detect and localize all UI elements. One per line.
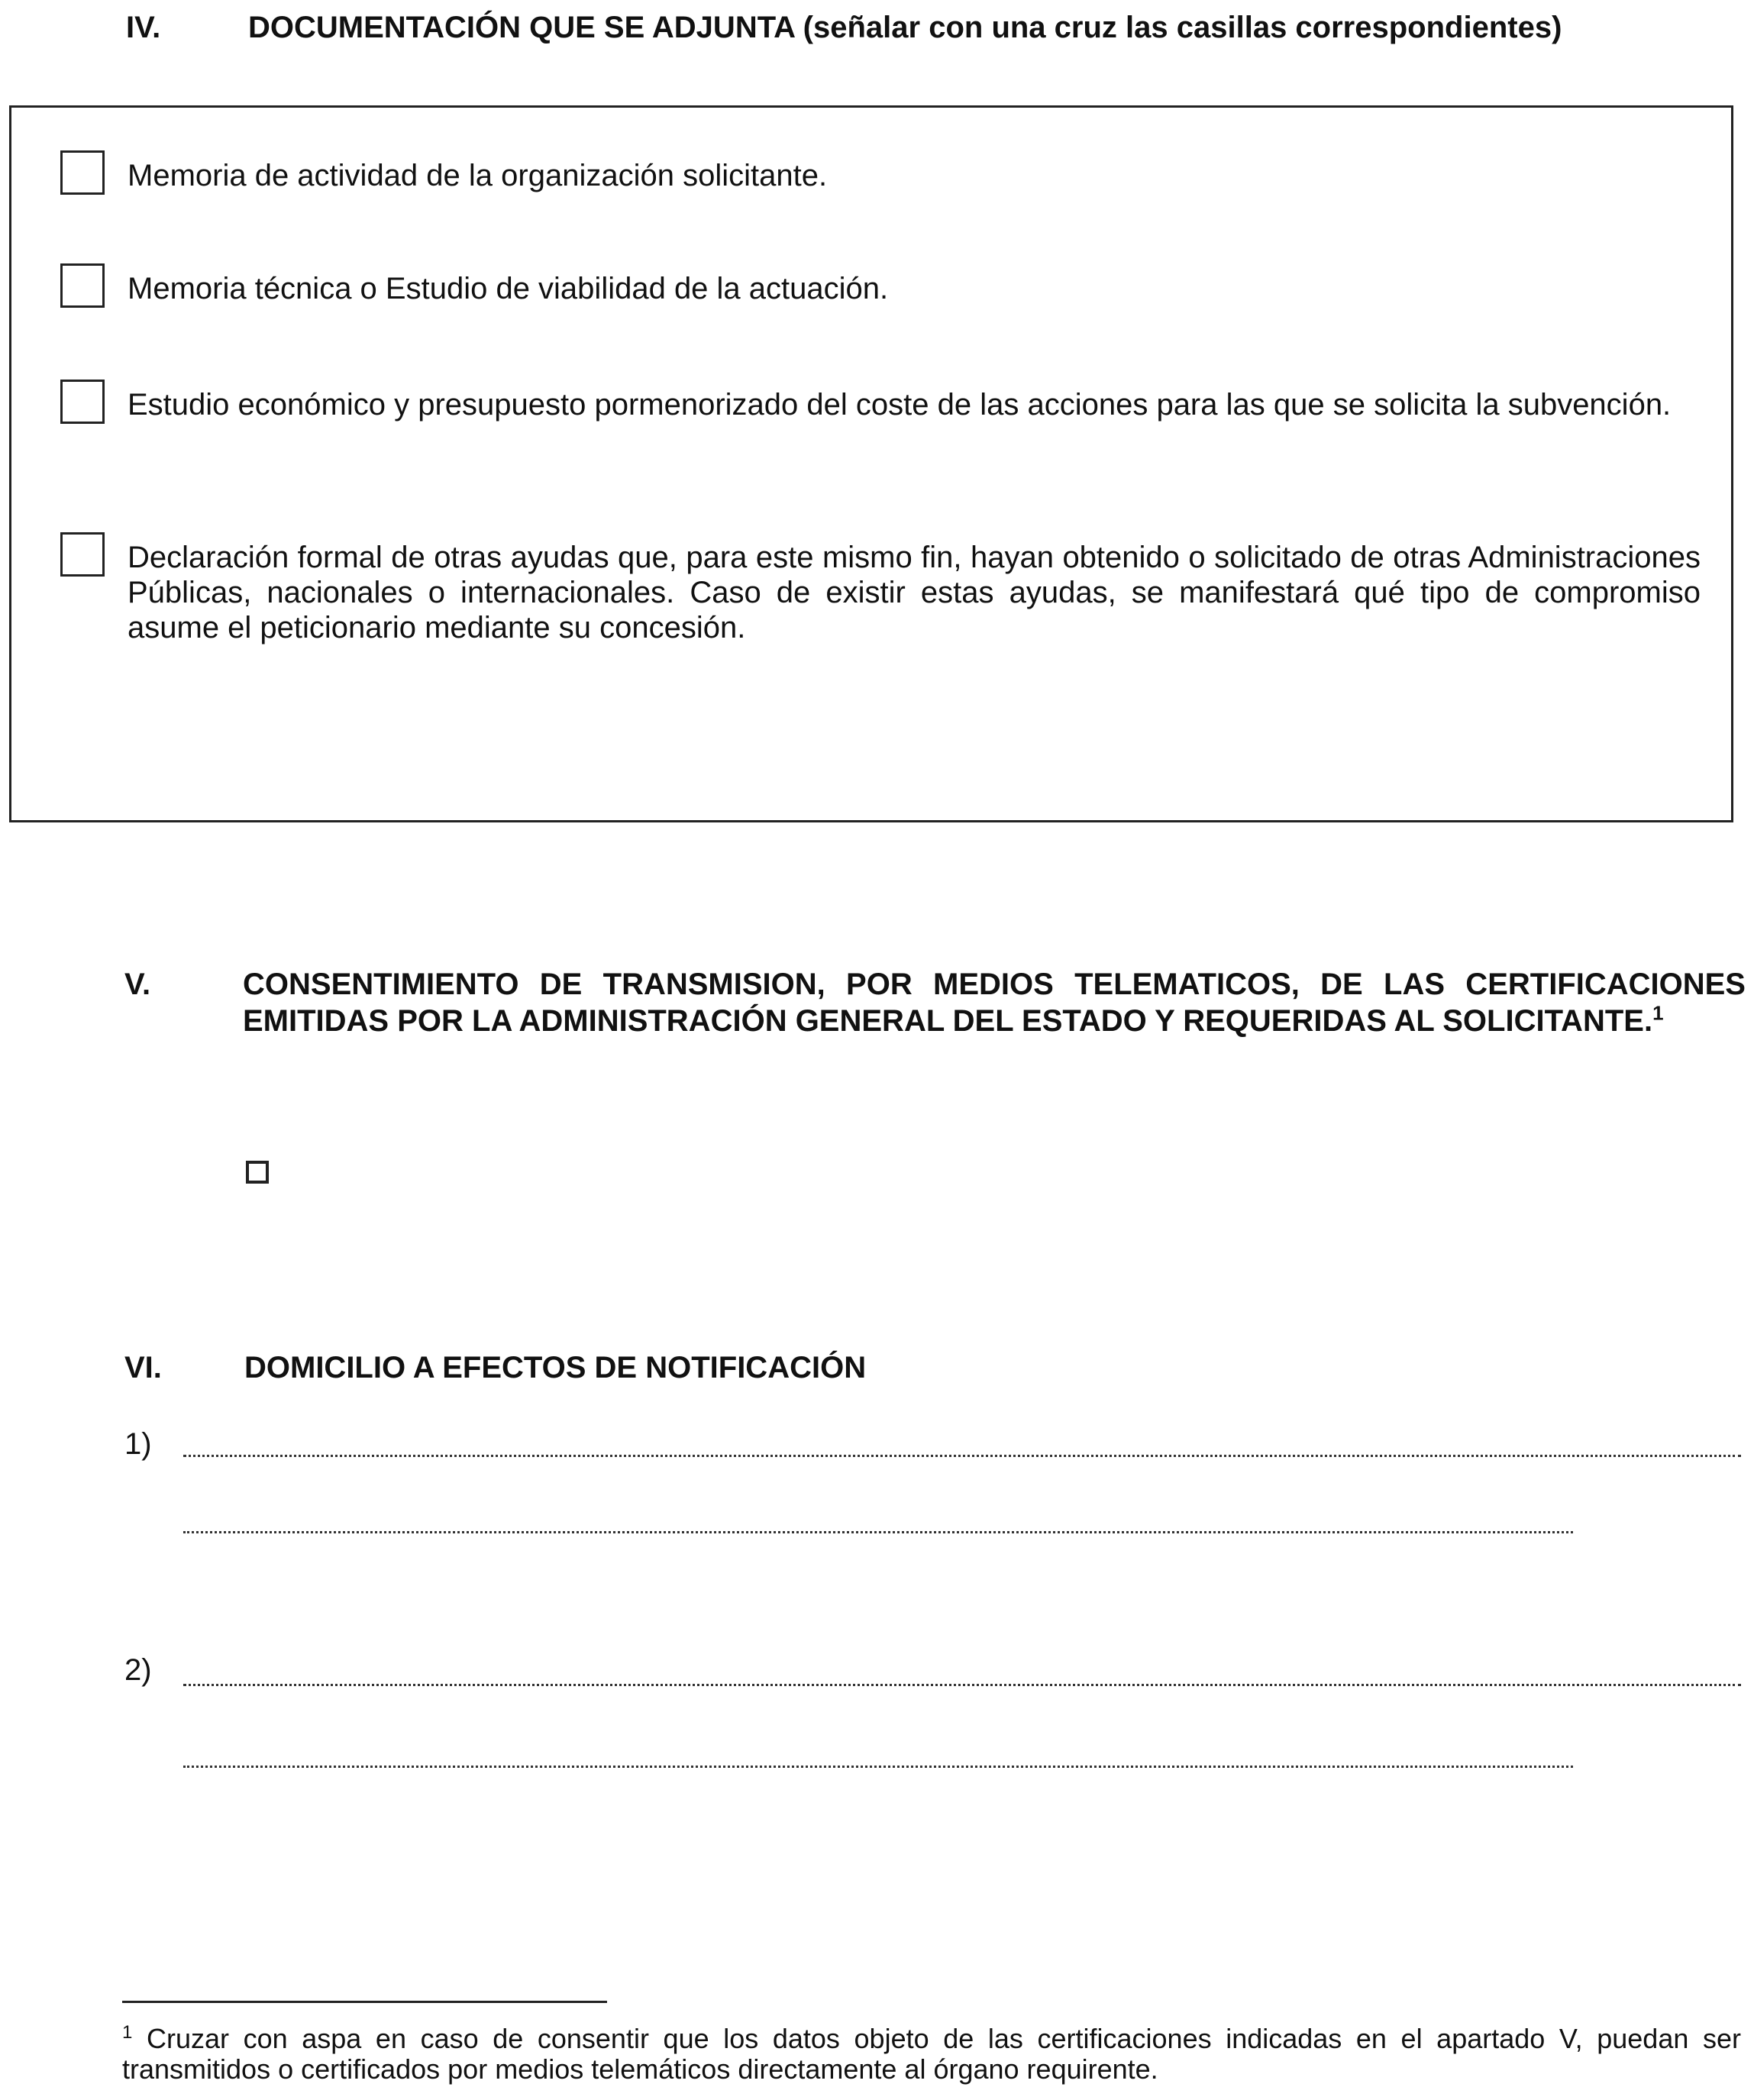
section-v-footnote-ref: 1 — [1652, 1001, 1664, 1025]
documentation-box — [9, 105, 1733, 822]
checkbox-memoria-tecnica[interactable] — [60, 263, 105, 308]
item-estudio-economico: Estudio económico y presupuesto pormenorizado del coste de las acciones para las que se solicita la subvención. — [128, 388, 1672, 422]
address-entry-1-label: 1) — [124, 1427, 152, 1461]
checkbox-declaracion-ayudas[interactable] — [60, 532, 105, 577]
item-memoria-tecnica: Memoria técnica o Estudio de viabilidad de la actuación. — [128, 272, 889, 305]
address-entry-2-label: 2) — [124, 1653, 152, 1687]
section-iv-number: IV. — [126, 11, 161, 44]
checkbox-estudio-economico[interactable] — [60, 380, 105, 424]
address-entry-1-line-1[interactable] — [183, 1455, 1741, 1457]
checkbox-memoria-actividad[interactable] — [60, 150, 105, 195]
address-entry-2-line-1[interactable] — [183, 1684, 1741, 1686]
section-v-title-text: CONSENTIMIENTO DE TRANSMISION, POR MEDIOS TELEMATICOS, DE LAS CERTIFICACIONES EMITIDAS POR LA ADMINISTRACIÓN GENERAL DEL ESTADO Y REQUERIDAS AL SOLICITANTE. — [243, 968, 1746, 1038]
item-declaracion-ayudas: Declaración formal de otras ayudas que, para este mismo fin, hayan obtenido o solicitado de otras Administraciones Públicas, nacionales o internacionales. Caso de existir estas ayudas, se manifestará qué tipo de compromiso asume el peticionario mediante su concesión. — [128, 541, 1701, 645]
section-vi-number: VI. — [124, 1351, 162, 1384]
footnote-rule — [122, 2001, 607, 2003]
footnote-text: Cruzar con aspa en caso de consentir que los datos objeto de las certificaciones indicadas en el apartado V, puedan ser transmitidos o certificados por medios telemáticos directamente al órgano requirente. — [122, 2023, 1741, 2085]
section-vi-title: DOMICILIO A EFECTOS DE NOTIFICACIÓN — [244, 1351, 867, 1384]
address-entry-2-line-2[interactable] — [183, 1766, 1573, 1768]
address-entry-1-line-2[interactable] — [183, 1531, 1573, 1533]
footnote — [122, 2024, 1741, 2085]
section-v-title — [243, 966, 1746, 1039]
footnote-mark: 1 — [122, 2022, 133, 2043]
section-iv-title: DOCUMENTACIÓN QUE SE ADJUNTA (señalar con una cruz las casillas correspondientes) — [248, 11, 1562, 44]
item-memoria-actividad: Memoria de actividad de la organización solicitante. — [128, 159, 828, 192]
section-v-number: V. — [124, 968, 151, 1001]
checkbox-consentimiento[interactable] — [246, 1161, 269, 1184]
